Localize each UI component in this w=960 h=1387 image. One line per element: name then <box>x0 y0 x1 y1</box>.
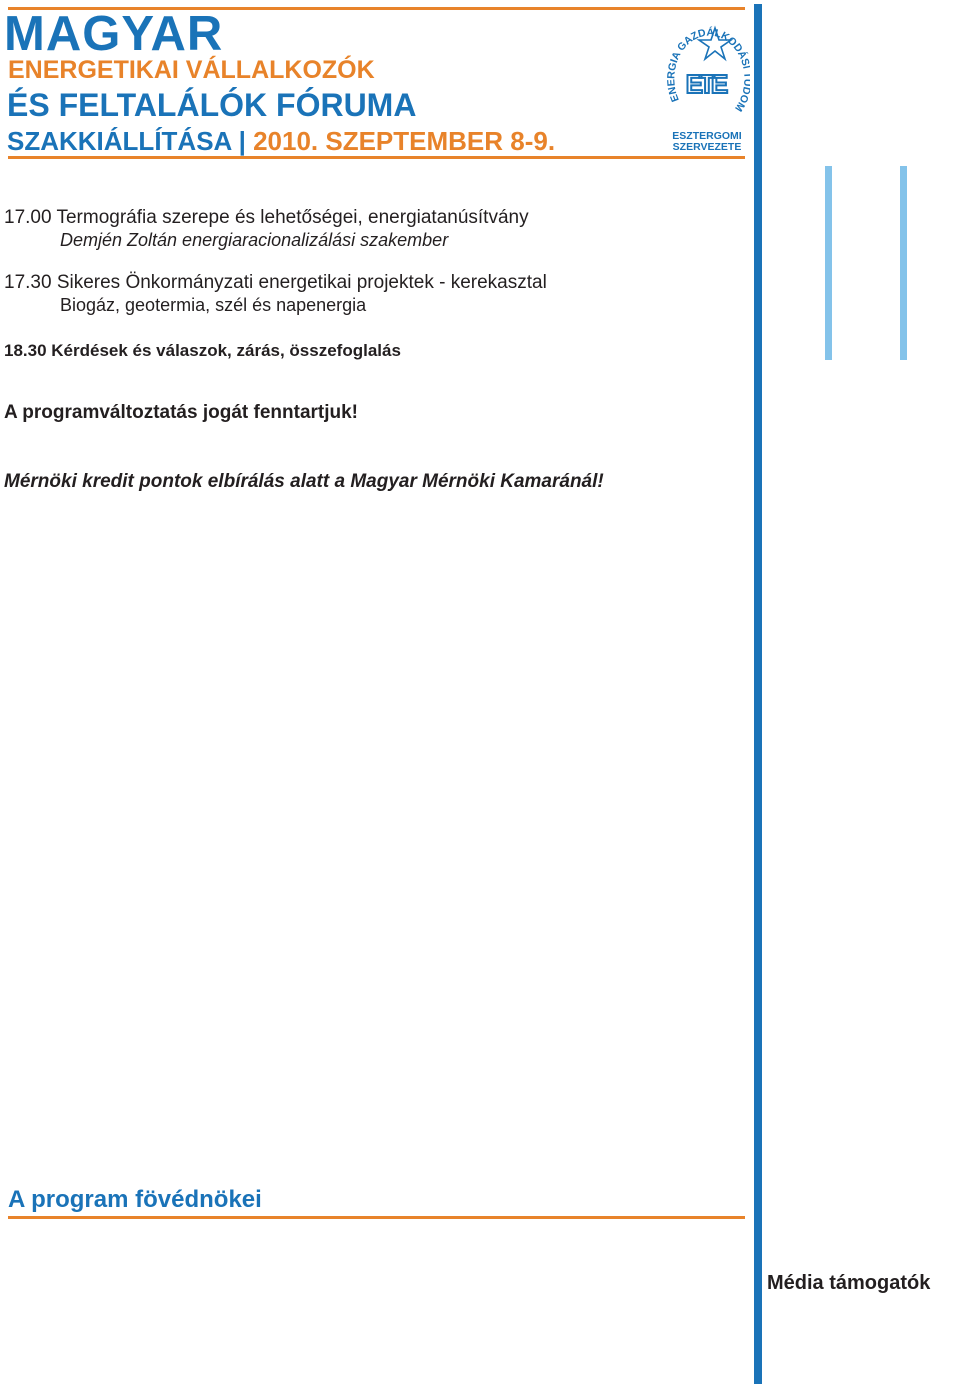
ete-logo <box>665 8 750 153</box>
program-change-notice: A programváltoztatás jogát fenntartjuk! <box>4 402 359 423</box>
logo-ring-textpath: ENERGIA GAZDÁLKODÁ OM <box>665 26 750 114</box>
patrons-title: A program fövédnökei <box>8 1186 262 1213</box>
engineer-credit-notice: Mérnöki kredit pontok elbírálás alatt a Magyar Mérnöki Kamaránál! <box>4 471 604 492</box>
vertical-bar-main <box>754 4 762 1384</box>
logo-sub-line1: ESZTERGOMI <box>672 130 742 142</box>
title-event-date <box>7 126 555 156</box>
program-item-1730-detail: Biogáz, geotermia, szél és napenergia <box>60 295 367 315</box>
logo-sub-line2: SZERVEZETE <box>672 141 742 153</box>
vertical-bar-accent-left <box>825 166 832 360</box>
footer-rule <box>8 1216 745 1219</box>
program-item-1730: 17.30 Sikeres Önkormányzati energetikai projektek - kerekasztal <box>4 272 547 293</box>
header-bottom-rule <box>8 156 745 159</box>
program-item-1700-detail: Demjén Zoltán energiaracionalizálási szakember <box>60 230 449 250</box>
title-forum: ÉS FELTALÁLÓK FÓRUMA <box>7 87 417 123</box>
event-date: 2010. SZEPTEMBER 8-9. <box>253 126 556 156</box>
title-magyar: MAGYAR <box>4 7 224 61</box>
program-item-1700: 17.00 Termográfia szerepe és lehetőségei, energiatanúsítvány <box>4 207 529 228</box>
title-energetikai: ENERGETIKAI VÁLLALKOZÓK <box>8 56 375 84</box>
logo-monogram: ETE <box>685 69 725 99</box>
media-supporters-title: Média támogatók <box>767 1272 931 1294</box>
vertical-bar-accent-right <box>900 166 907 360</box>
ete-logo-graphic <box>665 8 750 153</box>
title-szakkiallitasa: SZAKKIÁLLÍTÁSA | <box>7 126 254 156</box>
program-item-1830: 18.30 Kérdések és válaszok, zárás, összefoglalás <box>4 341 401 360</box>
